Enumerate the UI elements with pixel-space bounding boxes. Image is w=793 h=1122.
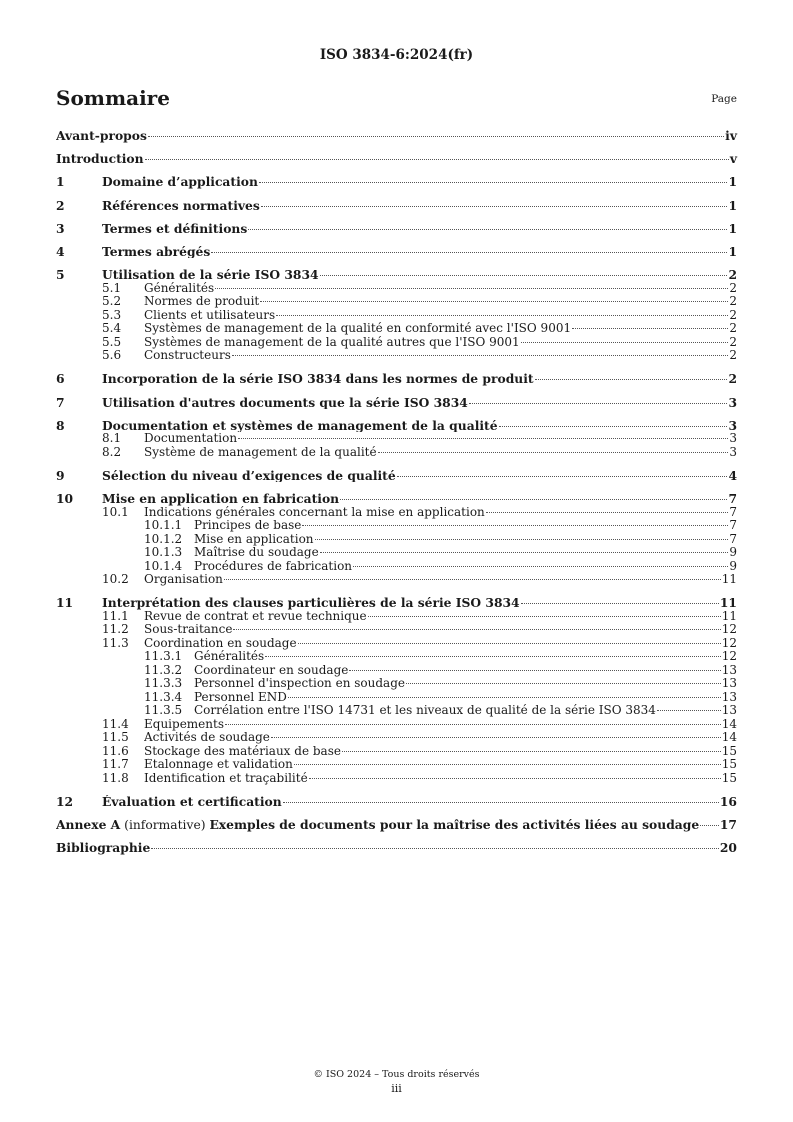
toc-entry-number: 11.4: [102, 716, 129, 731]
toc-entry[interactable]: [56, 677, 737, 691]
toc-entry-page: 13: [721, 676, 737, 691]
toc-entry-label: Identification et traçabilité: [144, 771, 308, 785]
toc-entry-number: 4: [56, 243, 65, 259]
toc-entry-page: 3: [729, 444, 737, 459]
toc-entry-page: 15: [721, 743, 737, 758]
toc-entry-page: 2: [729, 280, 737, 295]
toc-entry-number: 11: [56, 595, 74, 611]
toc-entry-number: 11.3.5: [144, 703, 183, 718]
toc-entry[interactable]: [56, 519, 737, 533]
toc-entry-label: Coordinateur en soudage: [194, 663, 349, 677]
toc-entry-page: 1: [728, 197, 737, 213]
toc-leader-dots: [368, 615, 721, 617]
toc-entry[interactable]: [56, 795, 737, 809]
toc-entry-number: 5.2: [102, 294, 122, 309]
toc-entry[interactable]: [56, 396, 737, 410]
toc-entry-number: 5.5: [102, 334, 122, 349]
toc-entry-page: 13: [721, 689, 737, 704]
toc-entry-page: 9: [729, 558, 737, 573]
toc-leader-dots: [298, 642, 721, 644]
toc-entry[interactable]: [56, 546, 737, 560]
toc-entry[interactable]: [56, 506, 737, 520]
toc-entry-page: 12: [721, 649, 737, 664]
annex-title: Exemples de documents pour la maîtrise des activités liées au soudage: [209, 818, 700, 833]
toc-entry-page: 2: [729, 294, 737, 309]
toc-entry-page: 2: [729, 321, 737, 336]
toc-leader-dots: [700, 824, 719, 826]
toc-leader-dots: [288, 696, 721, 698]
toc-leader-dots: [397, 475, 728, 477]
toc-entry-label: Systèmes de management de la qualité en conformité avec l'ISO 9001: [144, 322, 572, 336]
toc-entry-page: 9: [729, 545, 737, 560]
toc-leader-dots: [342, 750, 721, 752]
toc-entry[interactable]: [56, 818, 737, 832]
toc-entry[interactable]: [56, 372, 737, 386]
toc-entry[interactable]: [56, 199, 737, 213]
toc-entry-number: 10: [56, 491, 74, 507]
toc-entry[interactable]: [56, 704, 737, 718]
toc-entry[interactable]: [56, 596, 737, 610]
toc-entry-label: Sélection du niveau d’exigences de qualité: [102, 468, 396, 483]
toc-entry-page: v: [729, 151, 737, 167]
toc-entry-label: Clients et utilisateurs: [144, 308, 276, 322]
toc-entry-label: Avant-propos: [56, 129, 147, 143]
toc-entry-page: 13: [721, 703, 737, 718]
toc-entry-page: 7: [728, 491, 737, 507]
toc-entry[interactable]: [56, 623, 737, 637]
toc-entry-label: Personnel d'inspection en soudage: [194, 677, 405, 691]
toc-entry-label: Documentation et systèmes de management de la qualité: [102, 418, 498, 433]
toc-leader-dots: [320, 551, 729, 553]
toc-entry-page: 2: [728, 371, 737, 387]
toc-entry[interactable]: [56, 560, 737, 574]
toc-leader-dots: [238, 437, 728, 439]
toc-entry[interactable]: [56, 691, 737, 705]
toc-entry-page: 17: [719, 817, 737, 833]
toc-entry[interactable]: [56, 152, 737, 166]
toc-entry-label: Termes abrégés: [102, 244, 211, 259]
toc-leader-dots: [657, 709, 721, 711]
toc-entry-page: 15: [721, 757, 737, 772]
toc-entry-number: 11.6: [102, 743, 129, 758]
toc-entry-number: 11.3: [102, 635, 129, 650]
toc-entry[interactable]: [56, 222, 737, 236]
toc-leader-dots: [499, 425, 728, 427]
toc-entry-number: 3: [56, 220, 65, 236]
toc-leader-dots: [271, 736, 721, 738]
toc-entry-number: 8: [56, 417, 65, 433]
toc-entry-label: Généralités: [144, 281, 215, 295]
table-of-contents: [56, 129, 737, 855]
toc-leader-dots: [353, 565, 728, 567]
toc-leader-dots: [535, 378, 728, 380]
toc-entry-label: Références normatives: [102, 198, 260, 213]
toc-entry-number: 10.1: [102, 504, 129, 519]
toc-entry[interactable]: [56, 758, 737, 772]
toc-entry-page: 11: [719, 595, 737, 611]
toc-entry-label: Documentation: [144, 432, 238, 446]
toc-entry-label: Revue de contrat et revue technique: [144, 609, 367, 623]
toc-entry-page: 3: [728, 417, 737, 433]
toc-entry[interactable]: [56, 772, 737, 786]
toc-entry-page: 7: [729, 504, 737, 519]
toc-entry-label: Interprétation des clauses particulières de la série ISO 3834: [102, 596, 520, 610]
toc-entry-page: 7: [729, 531, 737, 546]
toc-entry-label: Coordination en soudage: [144, 636, 297, 650]
toc-entry-label: Bibliographie: [56, 841, 151, 855]
toc-entry-number: 1: [56, 174, 65, 190]
toc-entry[interactable]: [56, 336, 737, 350]
toc-entry-page: 1: [728, 243, 737, 259]
toc-leader-dots: [215, 287, 728, 289]
toc-entry-page: 3: [728, 394, 737, 410]
toc-entry-number: 11.8: [102, 770, 129, 785]
toc-entry-label: Systèmes de management de la qualité autres que l'ISO 9001: [144, 335, 520, 349]
toc-entry-label: Introduction: [56, 152, 144, 166]
toc-entry-number: 8.1: [102, 431, 122, 446]
toc-entry-label: [56, 818, 699, 833]
toc-entry[interactable]: [56, 469, 737, 483]
toc-entry-number: 7: [56, 394, 65, 410]
toc-entry-number: 11.3.3: [144, 676, 183, 691]
page-footer: [0, 1068, 793, 1096]
toc-entry-label: Activités de soudage: [144, 731, 270, 745]
toc-entry-label: Sous-traitance: [144, 623, 233, 637]
toc-leader-dots: [211, 251, 727, 253]
toc-entry-page: 2: [728, 267, 737, 283]
toc-entry-label: Normes de produit: [144, 295, 260, 309]
toc-leader-dots: [260, 300, 728, 302]
toc-entry-label: Constructeurs: [144, 349, 231, 363]
toc-entry-number: 11.7: [102, 757, 129, 772]
toc-entry[interactable]: [56, 322, 737, 336]
toc-entry[interactable]: [56, 295, 737, 309]
toc-entry-label: Utilisation d'autres documents que la série ISO 3834: [102, 395, 468, 409]
toc-leader-dots: [521, 341, 729, 343]
toc-entry-label: Indications générales concernant la mise en application: [144, 505, 485, 519]
toc-leader-dots: [225, 723, 721, 725]
toc-leader-dots: [486, 511, 729, 513]
page-title: Sommaire: [56, 86, 170, 110]
toc-entry-label: Évaluation et certification: [102, 794, 282, 809]
toc-entry-label: Domaine d’application: [102, 175, 258, 189]
toc-entry[interactable]: [56, 841, 737, 855]
toc-leader-dots: [572, 327, 728, 329]
annex-note: (informative): [120, 818, 210, 833]
toc-entry-label: Corrélation entre l'ISO 14731 et les niveaux de qualité de la série ISO 3834: [194, 704, 656, 718]
toc-entry-label: Utilisation de la série ISO 3834: [102, 268, 319, 282]
toc-entry[interactable]: [56, 129, 737, 143]
toc-leader-dots: [224, 578, 721, 580]
toc-leader-dots: [248, 228, 727, 230]
toc-leader-dots: [349, 669, 720, 671]
toc-entry[interactable]: [56, 268, 737, 282]
toc-entry[interactable]: [56, 573, 737, 587]
toc-entry-label: Mise en application: [194, 532, 314, 546]
toc-entry-page: 14: [721, 716, 737, 731]
toc-entry-label: Système de management de la qualité: [144, 445, 377, 459]
toc-entry-label: Mise en application en fabrication: [102, 492, 340, 506]
toc-entry-label: Personnel END: [194, 690, 287, 704]
toc-entry-label: Stockage des matériaux de base: [144, 744, 341, 758]
toc-leader-dots: [283, 801, 719, 803]
toc-entry-label: Maîtrise du soudage: [194, 546, 319, 560]
toc-leader-dots: [261, 205, 728, 207]
toc-leader-dots: [232, 354, 729, 356]
toc-leader-dots: [378, 451, 729, 453]
toc-entry-page: 13: [721, 662, 737, 677]
toc-entry[interactable]: [56, 175, 737, 189]
toc-leader-dots: [309, 777, 721, 779]
toc-entry-label: Généralités: [194, 650, 265, 664]
toc-entry-page: 4: [728, 467, 737, 483]
toc-entry-number: 5.6: [102, 348, 122, 363]
title-row: [56, 86, 737, 112]
toc-leader-dots: [340, 498, 727, 500]
toc-entry-page: 2: [729, 307, 737, 322]
toc-leader-dots: [259, 181, 728, 183]
toc-entry-label: Incorporation de la série ISO 3834 dans les normes de produit: [102, 372, 534, 386]
toc-entry[interactable]: [56, 745, 737, 759]
toc-entry-number: 9: [56, 467, 65, 483]
toc-entry[interactable]: [56, 492, 737, 506]
toc-entry-page: iv: [725, 128, 737, 143]
toc-entry-page: 20: [719, 840, 737, 856]
toc-entry-number: 11.3.4: [144, 689, 183, 704]
page-number: iii: [391, 1082, 402, 1095]
toc-leader-dots: [294, 763, 721, 765]
toc-entry[interactable]: [56, 637, 737, 651]
toc-leader-dots: [320, 274, 728, 276]
toc-entry-label: Organisation: [144, 573, 223, 587]
toc-entry-number: 11.2: [102, 622, 129, 637]
toc-entry-number: 8.2: [102, 444, 122, 459]
toc-leader-dots: [302, 524, 728, 526]
toc-entry[interactable]: [56, 419, 737, 433]
toc-entry-page: 1: [728, 220, 737, 236]
toc-entry[interactable]: [56, 533, 737, 547]
toc-entry[interactable]: [56, 664, 737, 678]
toc-entry[interactable]: [56, 446, 737, 460]
toc-entry-label: Procédures de fabrication: [194, 559, 353, 573]
toc-leader-dots: [315, 538, 729, 540]
toc-entry-page: 3: [729, 431, 737, 446]
toc-entry-number: 2: [56, 197, 65, 213]
toc-entry-number: 12: [56, 793, 74, 809]
toc-leader-dots: [148, 135, 724, 137]
toc-leader-dots: [145, 158, 729, 160]
toc-entry-label: Termes et définitions: [102, 221, 248, 236]
toc-entry-page: 2: [729, 348, 737, 363]
toc-entry[interactable]: [56, 718, 737, 732]
toc-entry-number: 11.3.2: [144, 662, 183, 677]
copyright-notice: © ISO 2024 – Tous droits réservés: [313, 1069, 480, 1080]
toc-entry[interactable]: [56, 282, 737, 296]
toc-entry-page: 1: [728, 174, 737, 190]
toc-entry-page: 16: [719, 793, 737, 809]
toc-entry-page: 14: [721, 730, 737, 745]
toc-entry-page: 12: [721, 622, 737, 637]
toc-entry-page: 15: [721, 770, 737, 785]
toc-entry-number: 5: [56, 267, 65, 283]
toc-entry-page: 11: [721, 572, 737, 587]
toc-entry-number: 6: [56, 371, 65, 387]
toc-entry[interactable]: [56, 432, 737, 446]
toc-entry-number: 10.1.3: [144, 545, 183, 560]
toc-entry-number: 10.1.1: [144, 518, 183, 533]
toc-entry-label: Étalonnage et validation: [144, 758, 293, 772]
toc-entry-number: 11.1: [102, 608, 129, 623]
toc-entry[interactable]: [56, 610, 737, 624]
toc-entry[interactable]: [56, 349, 737, 363]
toc-entry-page: 12: [721, 635, 737, 650]
toc-leader-dots: [276, 314, 728, 316]
toc-leader-dots: [151, 847, 719, 849]
toc-entry-label: Principes de base: [194, 519, 302, 533]
toc-entry-number: 5.3: [102, 307, 122, 322]
toc-leader-dots: [469, 402, 728, 404]
page-column-label: Page: [711, 93, 737, 105]
document-id: ISO 3834-6:2024(fr): [319, 47, 474, 63]
toc-entry-number: 10.2: [102, 572, 129, 587]
toc-entry-number: 11.3.1: [144, 649, 183, 664]
annex-label: Annexe A: [56, 818, 121, 833]
toc-entry-number: 10.1.4: [144, 558, 183, 573]
toc-leader-dots: [406, 682, 721, 684]
toc-entry-label: Équipements: [144, 717, 224, 731]
toc-entry-number: 11.5: [102, 730, 129, 745]
toc-entry[interactable]: [56, 245, 737, 259]
toc-entry-page: 11: [721, 608, 737, 623]
toc-entry[interactable]: [56, 650, 737, 664]
toc-leader-dots: [233, 628, 720, 630]
toc-entry-page: 7: [729, 518, 737, 533]
toc-entry-number: 10.1.2: [144, 531, 183, 546]
toc-entry[interactable]: [56, 309, 737, 323]
toc-entry[interactable]: [56, 731, 737, 745]
toc-entry-number: 5.4: [102, 321, 122, 336]
toc-entry-page: 2: [729, 334, 737, 349]
toc-leader-dots: [265, 655, 721, 657]
toc-entry-number: 5.1: [102, 280, 122, 295]
toc-leader-dots: [521, 602, 719, 604]
